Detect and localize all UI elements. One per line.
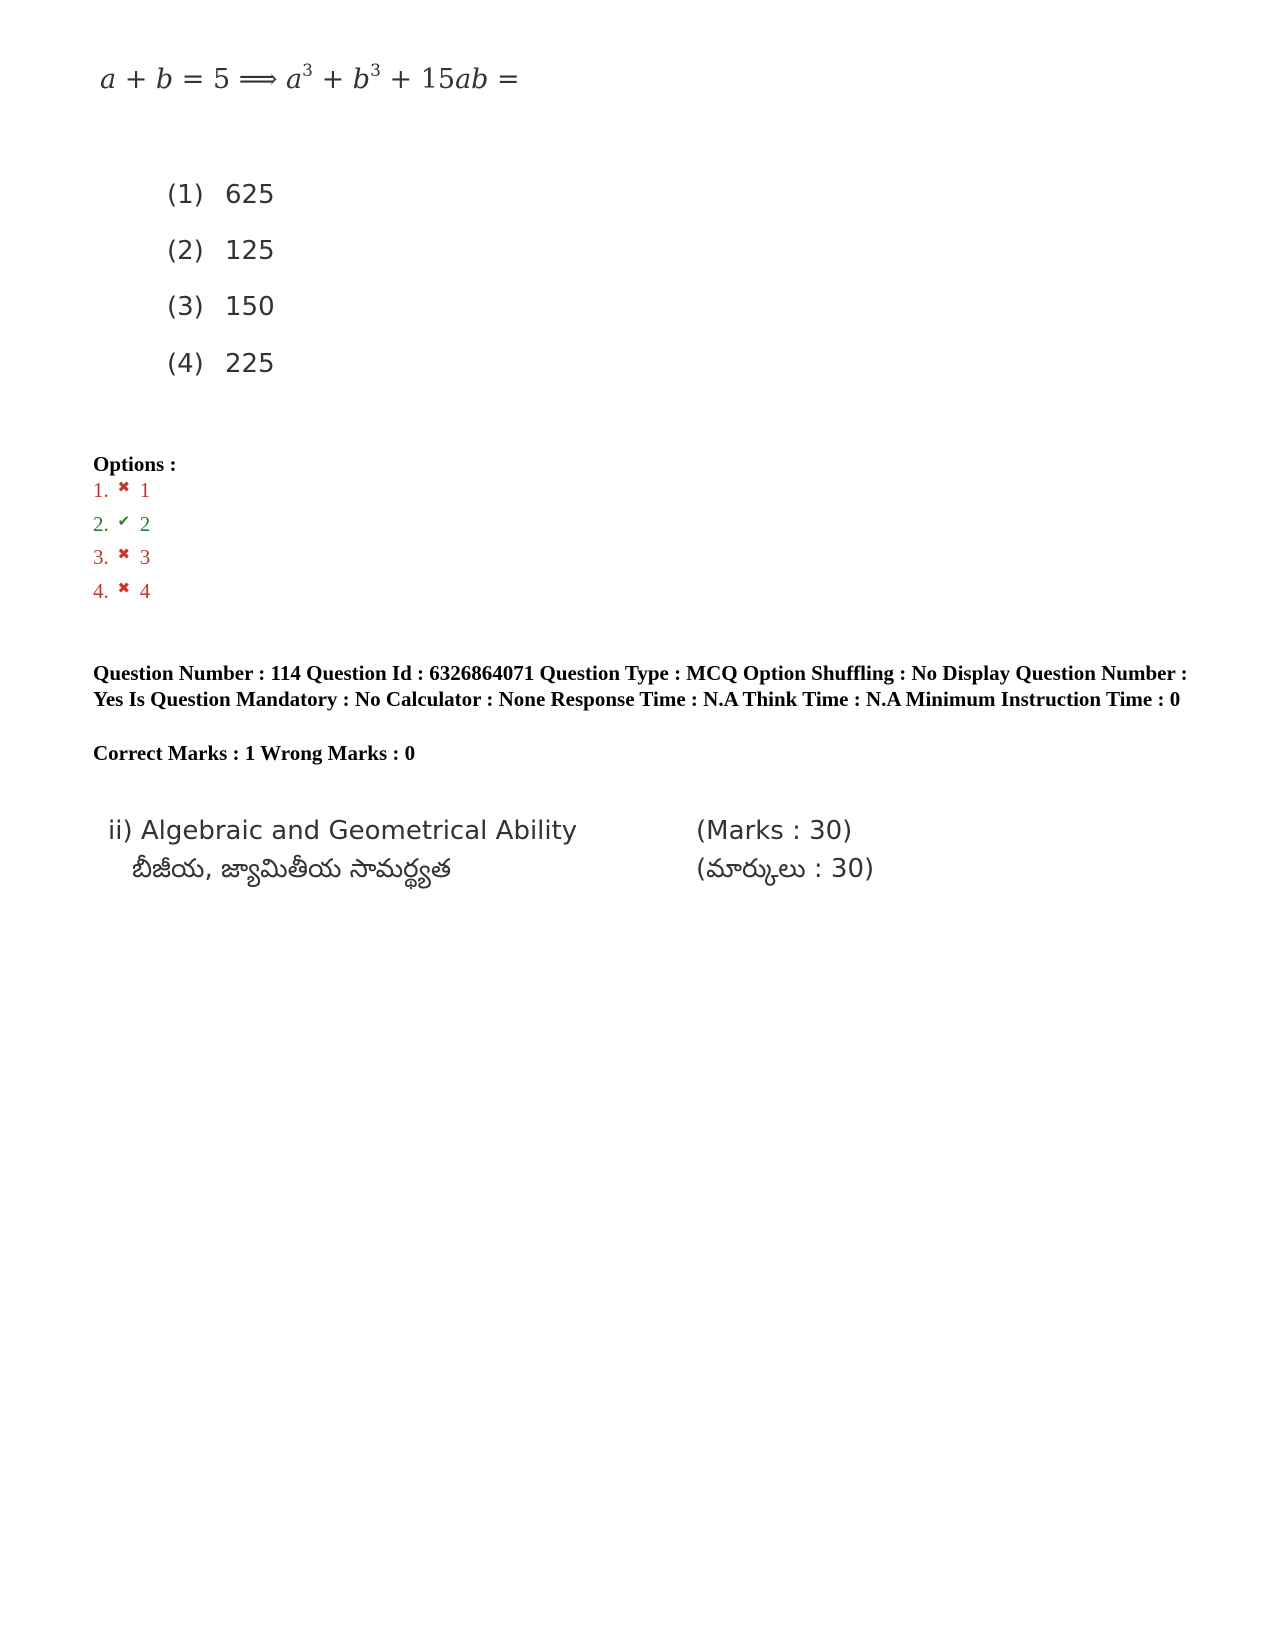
op-plus: +: [116, 64, 156, 95]
var-b: b: [155, 64, 174, 95]
var-a-cubed: a: [286, 64, 303, 95]
cross-icon: ✖: [117, 480, 131, 496]
option-index: 4.: [93, 579, 109, 603]
choice-2: [167, 236, 275, 266]
section-marks-english: (Marks : 30): [696, 816, 853, 846]
section-title-english: ii) Algebraic and Geometrical Ability: [108, 816, 578, 846]
option-label: 4: [139, 579, 151, 603]
option-label: 2: [139, 512, 151, 536]
op-plus-fifteen: + 15: [380, 64, 456, 95]
choice-value: 125: [225, 236, 275, 266]
cross-icon: ✖: [117, 547, 131, 563]
check-icon: ✔: [117, 514, 131, 530]
question-equation: [100, 61, 520, 95]
choice-value: 225: [225, 349, 275, 379]
option-label: 1: [139, 478, 151, 502]
exponent: 3: [370, 61, 381, 81]
var-ab: ab: [455, 64, 489, 95]
option-3: [93, 545, 150, 570]
section-marks-telugu: (మార్కులు : 30): [696, 854, 875, 884]
choice-number: (4): [167, 349, 204, 379]
choice-value: 150: [225, 292, 275, 322]
cross-icon: ✖: [117, 581, 131, 597]
option-index: 2.: [93, 512, 109, 536]
op-equals-implies: = 5 ⟹: [173, 64, 287, 95]
option-index: 3.: [93, 545, 109, 569]
option-index: 1.: [93, 478, 109, 502]
choice-4: [167, 349, 275, 379]
choice-value: 625: [225, 180, 275, 210]
choice-number: (1): [167, 180, 204, 210]
choice-1: [167, 180, 275, 210]
question-metadata: Question Number : 114 Question Id : 6326864071 Question Type : MCQ Option Shuffling : No Display Question Number : Yes Is Question Mandatory : No Calculator : None Response Time : N.A Think Time : N.A Minimum Instruction Time : 0: [93, 661, 1188, 711]
op-plus: +: [312, 64, 353, 95]
choice-number: (2): [167, 236, 204, 266]
choice-3: [167, 292, 275, 322]
option-4: [93, 579, 150, 604]
marks-info: Correct Marks : 1 Wrong Marks : 0: [93, 741, 416, 765]
op-equals: =: [488, 64, 520, 95]
option-1: [93, 478, 150, 503]
option-2: [93, 512, 150, 537]
choice-number: (3): [167, 292, 204, 322]
var-a: a: [100, 64, 117, 95]
option-label: 3: [139, 545, 151, 569]
var-b-cubed: b: [352, 64, 371, 95]
exponent: 3: [302, 61, 313, 81]
section-title-telugu: బీజీయ, జ్యామితీయ సామర్థ్యత: [132, 854, 452, 884]
options-heading: Options :: [93, 452, 177, 476]
